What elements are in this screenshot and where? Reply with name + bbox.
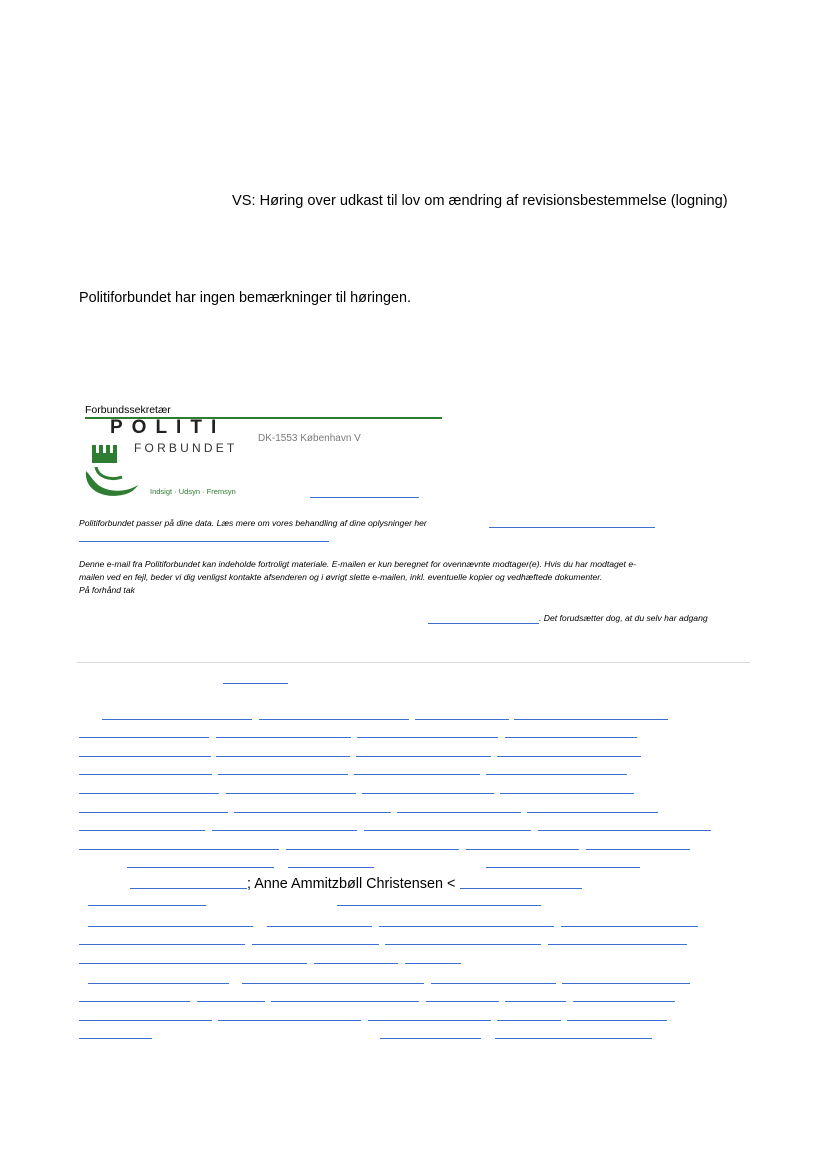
recipient-link[interactable]: [380, 1038, 481, 1039]
recipient-link[interactable]: [357, 737, 498, 738]
recipient-link[interactable]: [497, 1020, 561, 1021]
recipient-link[interactable]: [267, 926, 372, 927]
recipient-link[interactable]: [497, 756, 641, 757]
recipient-link[interactable]: [486, 867, 640, 868]
logo-politi-text: POLITI: [110, 417, 226, 438]
logo-tagline: Indsigt · Udsyn · Fremsyn: [150, 487, 236, 496]
recipient-link[interactable]: [79, 793, 219, 794]
recipient-link[interactable]: [385, 944, 541, 945]
recipient-link[interactable]: [79, 1020, 212, 1021]
recipient-link[interactable]: [212, 830, 357, 831]
recipient-link[interactable]: [79, 849, 279, 850]
recipient-link[interactable]: [88, 983, 229, 984]
email-subject-title: VS: Høring over udkast til lov om ændring af revisionsbestemmelse (logning): [232, 193, 728, 209]
recipient-link[interactable]: [405, 963, 461, 964]
recipient-link[interactable]: [79, 944, 245, 945]
recipient-link[interactable]: [362, 793, 494, 794]
disclaimer-line: mailen ved en fejl, beder vi dig venligst kontakte afsenderen og i øvrigt slette e-mailen, inkl. eventuelle kopier og vedhæftede dokumenter.: [79, 572, 603, 582]
recipient-link[interactable]: [226, 793, 356, 794]
recipient-link[interactable]: [79, 774, 212, 775]
recipient-link[interactable]: [337, 905, 541, 906]
recipient-link[interactable]: [505, 1001, 566, 1002]
section-separator: [77, 662, 750, 663]
recipient-link[interactable]: [79, 963, 307, 964]
recipient-link[interactable]: [548, 944, 687, 945]
recipient-link[interactable]: [79, 812, 228, 813]
logo-forbundet-text: FORBUNDET: [134, 441, 238, 455]
recipient-link[interactable]: [354, 774, 480, 775]
access-link[interactable]: [428, 623, 539, 624]
recipient-link[interactable]: [79, 1038, 152, 1039]
recipient-link[interactable]: [527, 812, 658, 813]
recipient-link[interactable]: [259, 719, 409, 720]
recipient-link[interactable]: [314, 963, 398, 964]
privacy-link[interactable]: [489, 527, 655, 528]
recipient-link[interactable]: [514, 719, 668, 720]
recipient-link[interactable]: [495, 1038, 652, 1039]
recipient-link[interactable]: [460, 888, 582, 889]
recipient-link[interactable]: [216, 756, 350, 757]
privacy-link-cont[interactable]: [79, 541, 329, 542]
recipient-link[interactable]: [234, 812, 391, 813]
recipient-link[interactable]: [79, 830, 205, 831]
recipient-link[interactable]: [561, 926, 698, 927]
recipient-link[interactable]: [426, 1001, 499, 1002]
sender-link[interactable]: [223, 683, 288, 684]
recipient-link[interactable]: [562, 983, 690, 984]
recipient-link[interactable]: [88, 926, 253, 927]
recipient-link[interactable]: [486, 774, 627, 775]
recipient-link[interactable]: [216, 737, 351, 738]
recipient-link[interactable]: [127, 867, 274, 868]
signature-address: DK-1553 København V: [258, 433, 361, 444]
recipient-link[interactable]: [286, 849, 459, 850]
recipient-link[interactable]: [288, 867, 374, 868]
recipient-link[interactable]: [567, 1020, 667, 1021]
signature-role: Forbundssekretær: [85, 404, 171, 416]
recipient-link[interactable]: [500, 793, 634, 794]
recipient-link[interactable]: [252, 944, 379, 945]
recipient-link[interactable]: [102, 719, 252, 720]
recipient-link[interactable]: [79, 1001, 190, 1002]
recipient-link[interactable]: [466, 849, 579, 850]
disclaimer-closing: På forhånd tak: [79, 585, 135, 595]
recipient-link[interactable]: [79, 756, 211, 757]
recipient-link[interactable]: [79, 737, 209, 738]
recipient-link[interactable]: [218, 1020, 361, 1021]
recipient-link[interactable]: [218, 774, 348, 775]
recipient-link[interactable]: [242, 983, 424, 984]
recipient-link[interactable]: [586, 849, 690, 850]
recipient-anne: ; Anne Ammitzbøll Christensen <: [247, 876, 456, 892]
recipient-link[interactable]: [364, 830, 531, 831]
recipient-link[interactable]: [197, 1001, 265, 1002]
recipient-link[interactable]: [88, 905, 206, 906]
access-notice: . Det forudsætter dog, at du selv har adgang: [539, 613, 708, 623]
recipient-link[interactable]: [415, 719, 509, 720]
politiforbundet-logo: [82, 419, 252, 501]
recipient-link[interactable]: [505, 737, 637, 738]
recipient-link[interactable]: [368, 1020, 491, 1021]
privacy-notice: Politiforbundet passer på dine data. Læs mere om vores behandling af dine oplysninger her: [79, 518, 427, 528]
recipient-link[interactable]: [379, 926, 554, 927]
signature-link[interactable]: [310, 497, 419, 498]
recipient-link[interactable]: [538, 830, 711, 831]
recipient-link[interactable]: [271, 1001, 419, 1002]
recipient-link[interactable]: [130, 888, 247, 889]
recipient-link[interactable]: [431, 983, 556, 984]
body-text: Politiforbundet har ingen bemærkninger til høringen.: [79, 290, 411, 306]
recipient-link[interactable]: [356, 756, 491, 757]
recipient-link[interactable]: [397, 812, 521, 813]
recipient-link[interactable]: [573, 1001, 675, 1002]
disclaimer-line: Denne e-mail fra Politiforbundet kan indeholde fortroligt materiale. E-mailen er kun beregnet for ovennævnte modtager(e). Hvis du har modtaget e-: [79, 559, 636, 569]
